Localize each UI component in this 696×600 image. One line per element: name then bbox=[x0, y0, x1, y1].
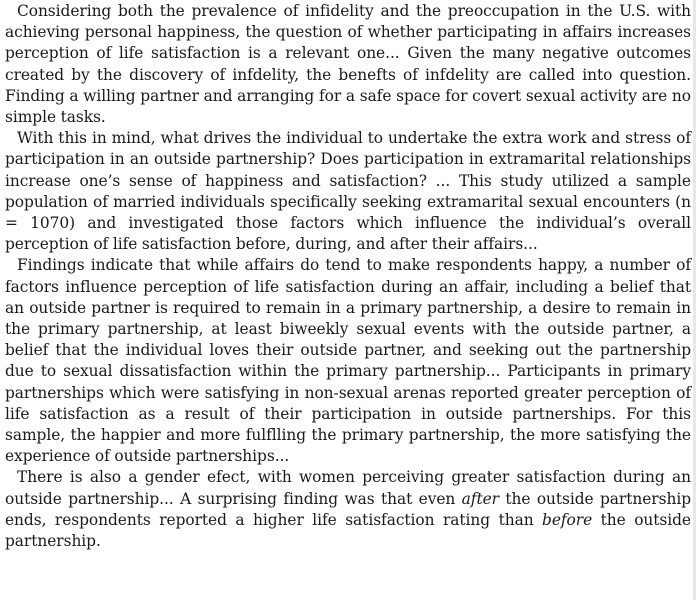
paragraph-1-text: Considering both the prevalence of infidelity and the preoccupation in the U.S. with achieving personal happiness, the question of whether participating in affairs increases perception of life satisfaction is a relevant one... Given the many negative outcomes created by the discovery of infdelity, the benefts of infdelity are called into question. Finding a willing partner and arranging for a safe space for covert sexual activity are no simple tasks. bbox=[5, 2, 691, 127]
paragraph-2 bbox=[5, 128, 691, 255]
paragraph-4-text-c: the outside partnership. bbox=[5, 510, 691, 551]
paragraph-4-text-b: the outside partnership ends, respondents reported a higher life satisfaction rating than bbox=[5, 489, 691, 529]
paragraph-3 bbox=[5, 255, 691, 467]
paragraph-4 bbox=[5, 467, 691, 552]
emphasis-after: after bbox=[461, 489, 499, 508]
paragraph-3-text: Findings indicate that while affairs do tend to make respondents happy, a number of factors influence perception of life satisfaction during an affair, including a belief that an outside partner is required to remain in a primary partnership, a desire to remain in the primary partnership, at least biweekly sexual events with the outside partner, a belief that the individual loves their outside partner, and seeking out the partnership due to sexual dissatisfaction within the primary partnership... Participants in primary partnerships which were satisfying in non-sexual arenas reported greater perception of life satisfaction as a result of their participation in outside partnerships. For this sample, the happier and more fulflling the primary partnership, the more satisfying the experience of outside partnerships... bbox=[5, 256, 691, 466]
emphasis-before: before bbox=[542, 510, 593, 529]
paragraph-1 bbox=[5, 1, 691, 128]
paragraph-2-text: With this in mind, what drives the individual to undertake the extra work and stress of participation in an outside partnership? Does participation in extramarital relationships increase one’s sense of happiness and satisfaction? ... This study utilized a sample population of married individuals specifically seeking extramarital sexual encounters (n = 1070) and investigated those factors which influence the individual’s overall perception of life satisfaction before, during, and after their affairs... bbox=[5, 129, 691, 254]
paragraph-4-text-a: There is also a gender efect, with women perceiving greater satisfaction during an outside partnership... A surprising finding was that even bbox=[5, 468, 691, 508]
document-body bbox=[5, 1, 691, 552]
